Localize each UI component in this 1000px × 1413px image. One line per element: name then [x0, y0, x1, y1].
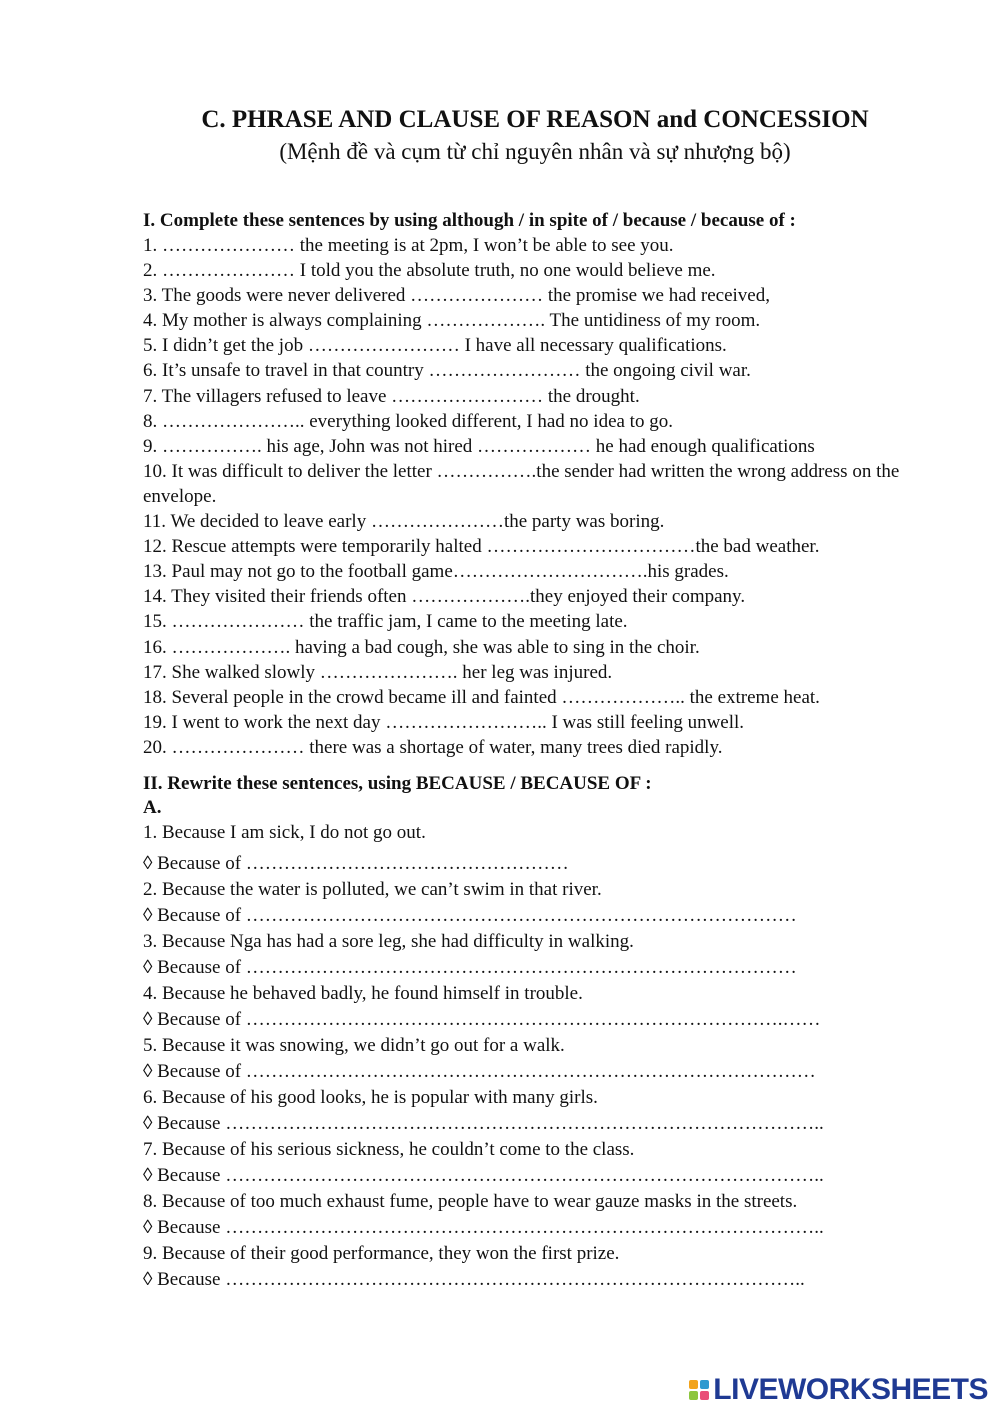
exercise-line: 16. ………………. having a bad cough, she was able to sing in the choir.	[143, 636, 700, 658]
part-label: A.	[143, 796, 162, 818]
section-1-list	[143, 233, 943, 760]
rewrite-question: 4. Because he behaved badly, he found himself in trouble.	[143, 982, 583, 1004]
rewrite-question: 8. Because of too much exhaust fume, people have to wear gauze masks in the streets.	[143, 1190, 798, 1212]
exercise-line: 13. Paul may not go to the football game………………………….his grades.	[143, 561, 729, 583]
exercise-line: 4. My mother is always complaining ………………. The untidiness of my room.	[143, 310, 761, 332]
exercise-line: 5. I didn’t get the job …………………… I have all necessary qualifications.	[143, 335, 727, 357]
exercise-line: 9. ……………. his age, John was not hired ……………… he had enough qualifications	[143, 435, 815, 457]
rewrite-answer-line[interactable]: ◊ Because of ……………………………………………	[143, 852, 569, 874]
rewrite-answer-line[interactable]: ◊ Because …………………………………………………………………………………..	[143, 1164, 824, 1186]
exercise-line: 8. ………………….. everything looked different, I had no idea to go.	[143, 410, 673, 432]
exercise-line: 18. Several people in the crowd became ill and fainted ……………….. the extreme heat.	[143, 686, 820, 708]
rewrite-answer-line[interactable]: ◊ Because of ……………………………………………………………………………	[143, 956, 797, 978]
exercise-line: 14. They visited their friends often ……………….they enjoyed their company.	[143, 586, 746, 608]
rewrite-question: 5. Because it was snowing, we didn’t go out for a walk.	[143, 1034, 565, 1056]
worksheet-content	[143, 208, 943, 1293]
rewrite-question: 2. Because the water is polluted, we can’t swim in that river.	[143, 878, 602, 900]
exercise-line: 17. She walked slowly …………………. her leg was injured.	[143, 661, 613, 683]
logo-text: LIVEWORKSHEETS	[713, 1373, 988, 1406]
exercise-line: 20. ………………… there was a shortage of water, many trees died rapidly.	[143, 736, 723, 758]
exercise-line: 15. ………………… the traffic jam, I came to the meeting late.	[143, 611, 628, 633]
exercise-line: 11. We decided to leave early …………………the party was boring.	[143, 511, 665, 533]
logo-tile	[689, 1380, 698, 1389]
liveworksheets-logo-icon	[689, 1380, 709, 1400]
rewrite-answer-line[interactable]: ◊ Because …………………………………………………………………………………..	[143, 1112, 824, 1134]
exercise-line: 19. I went to work the next day …………………….. I was still feeling unwell.	[143, 711, 745, 733]
exercise-line: 7. The villagers refused to leave …………………… the drought.	[143, 385, 640, 407]
rewrite-answer-line[interactable]: ◊ Because ………………………………………………………………………………..	[143, 1268, 805, 1290]
page-title: C. PHRASE AND CLAUSE OF REASON and CONCESSION	[201, 106, 869, 133]
exercise-line: 6. It’s unsafe to travel in that country …………………… the ongoing civil war.	[143, 360, 751, 382]
rewrite-answer-line[interactable]: ◊ Because …………………………………………………………………………………..	[143, 1216, 824, 1238]
rewrite-answer-line[interactable]: ◊ Because of ………………………………………………………………………….……	[143, 1008, 821, 1030]
title-block	[0, 103, 1000, 167]
rewrite-question: 7. Because of his serious sickness, he couldn’t come to the class.	[143, 1138, 635, 1160]
section-1-heading: I. Complete these sentences by using although / in spite of / because / because of :	[143, 210, 796, 231]
rewrite-question: 1. Because I am sick, I do not go out.	[143, 821, 426, 843]
exercise-line: 12. Rescue attempts were temporarily halted ……………………………the bad weather.	[143, 536, 820, 558]
section-2-heading: II. Rewrite these sentences, using BECAUSE / BECAUSE OF :	[143, 772, 652, 794]
rewrite-answer-line[interactable]: ◊ Because of ………………………………………………………………………………	[143, 1060, 816, 1082]
exercise-line: 10. It was difficult to deliver the letter …………….the sender had written the wrong address on the envelope.	[143, 460, 900, 507]
exercise-line: 1. ………………… the meeting is at 2pm, I won’t be able to see you.	[143, 235, 674, 256]
exercise-line: 2. ………………… I told you the absolute truth, no one would believe me.	[143, 260, 716, 282]
rewrite-question: 3. Because Nga has had a sore leg, she had difficulty in walking.	[143, 930, 634, 952]
logo-tile	[700, 1391, 709, 1400]
logo-tile	[689, 1391, 698, 1400]
section-2-list	[143, 820, 943, 1293]
page-subtitle: (Mệnh đề và cụm từ chỉ nguyên nhân và sự nhượng bộ)	[279, 139, 791, 164]
rewrite-question: 6. Because of his good looks, he is popular with many girls.	[143, 1086, 598, 1108]
exercise-line: 3. The goods were never delivered ………………… the promise we had received,	[143, 285, 770, 307]
liveworksheets-logo	[689, 1373, 988, 1407]
rewrite-answer-line[interactable]: ◊ Because of ……………………………………………………………………………	[143, 904, 797, 926]
logo-tile	[700, 1380, 709, 1389]
rewrite-question: 9. Because of their good performance, they won the first prize.	[143, 1242, 620, 1264]
